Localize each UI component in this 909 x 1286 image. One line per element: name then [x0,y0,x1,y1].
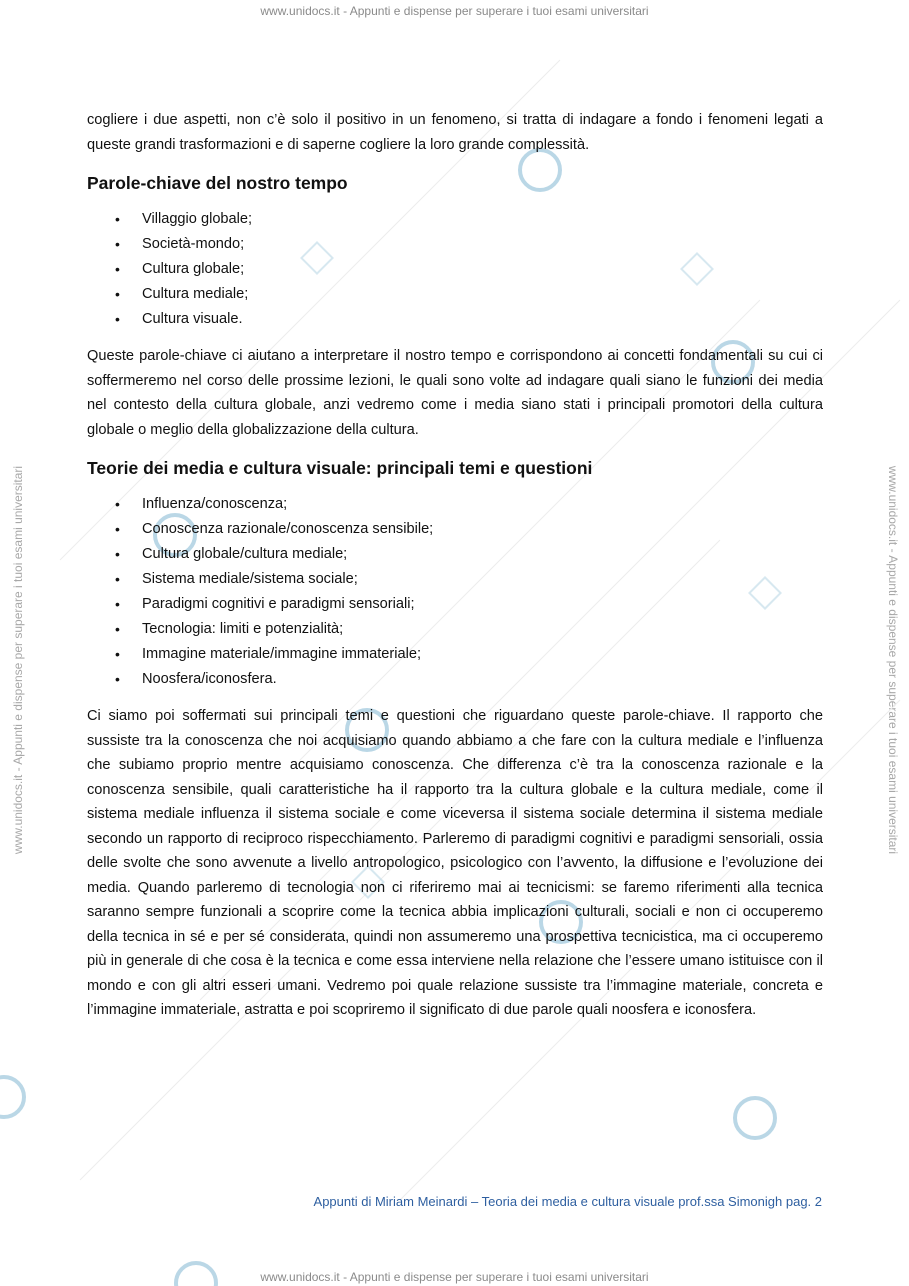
section-heading-keywords: Parole-chiave del nostro tempo [87,173,348,193]
list-item: • Villaggio globale; [87,207,823,232]
list-item: • Immagine materiale/immagine immateriale; [87,642,823,667]
list-item: • Conoscenza razionale/conoscenza sensibile; [87,517,823,542]
bullet-icon: • [115,596,120,612]
section-heading-themes: Teorie dei media e cultura visuale: principali temi e questioni [87,458,593,478]
list-item: • Cultura visuale. [87,307,823,332]
document-body [87,108,823,1023]
themes-list [87,492,823,692]
watermark-left: www.unidocs.it - Appunti e dispense per superare i tuoi esami universitari [11,465,25,855]
bullet-icon: • [115,496,120,512]
bullet-icon: • [115,671,120,687]
watermark-right: www.unidocs.it - Appunti e dispense per superare i tuoi esami universitari [886,465,900,855]
bullet-icon: • [115,521,120,537]
list-item: • Cultura mediale; [87,282,823,307]
list-item: • Sistema mediale/sistema sociale; [87,567,823,592]
list-item: • Cultura globale/cultura mediale; [87,542,823,567]
bullet-icon: • [115,311,120,327]
list-item: • Paradigmi cognitivi e paradigmi sensoriali; [87,592,823,617]
bullet-icon: • [115,546,120,562]
bullet-icon: • [115,646,120,662]
watermark-bottom: www.unidocs.it - Appunti e dispense per superare i tuoi esami universitari [260,1270,649,1284]
list-item: • Cultura globale; [87,257,823,282]
list-item: • Noosfera/iconosfera. [87,667,823,692]
themes-paragraph: Ci siamo poi soffermati sui principali temi e questioni che riguardano queste parole-chiave. Il rapporto che sussiste tra la conoscenza che noi acquisiamo quando abbiamo a che fare con la cultura mediale e l’influenza che subiamo proprio mentre acquisiamo conoscenza. Che differenza c’è tra la conoscenza razionale e la conoscenza sensibile, quali caratteristiche ha il rapporto tra la cultura globale e la cultura mediale, come il sistema mediale influenza il sistema sociale e come viceversa il sistema sociale determina il sistema mediale secondo un rapporto di reciproco rispecchiamento. Parleremo di paradigmi cognitivi e paradigmi sensoriali, ossia delle svolte che sono avvenute a livello antropologico, psicologico con l’avvento, la diffusione e l’evoluzione dei media. Quando parleremo di tecnologia non ci riferiremo mai ai tecnicismi: se faremo riferimenti alla tecnica saranno sempre funzionali a scoprire come la tecnica abbia implicazioni culturali, sociali e non ci occuperemo della tecnica in sé e per sé considerata, quindi non assumeremo una prospettiva tecnicistica, ma ci occuperemo più in generale di che cosa è la tecnica e come essa interviene nella relazione che l’essere umano istituisce con il mondo e con gli altri esseri umani. Vedremo poi quale relazione sussiste tra l’immagine materiale, concreta e l’immagine immateriale, astratta e poi scopriremo il significato di due parole quali noosfera e iconosfera. [87,708,823,1018]
keywords-list [87,207,823,332]
list-item: • Influenza/conoscenza; [87,492,823,517]
keywords-paragraph: Queste parole-chiave ci aiutano a interpretare il nostro tempo e corrispondono ai concetti fondamentali su cui ci soffermeremo nel corso delle prossime lezioni, le quali sono volte ad indagare quali siano le funzioni dei media nel contesto della cultura globale, anzi vedremo come i media siano stati i principali promotori della cultura globale o meglio della globalizzazione della cultura. [87,348,823,438]
bullet-icon: • [115,261,120,277]
intro-paragraph: cogliere i due aspetti, non c’è solo il positivo in un fenomeno, si tratta di indagare a fondo i fenomeni legati a queste grandi trasformazioni e di saperne cogliere la loro grande complessità. [87,112,823,153]
list-item: • Tecnologia: limiti e potenzialità; [87,617,823,642]
page-footer: Appunti di Miriam Meinardi – Teoria dei media e cultura visuale prof.ssa Simonigh pag. 2 [313,1194,822,1209]
bullet-icon: • [115,211,120,227]
watermark-top: www.unidocs.it - Appunti e dispense per superare i tuoi esami universitari [260,4,649,18]
bullet-icon: • [115,571,120,587]
list-item: • Società-mondo; [87,232,823,257]
bullet-icon: • [115,236,120,252]
bullet-icon: • [115,286,120,302]
bullet-icon: • [115,621,120,637]
